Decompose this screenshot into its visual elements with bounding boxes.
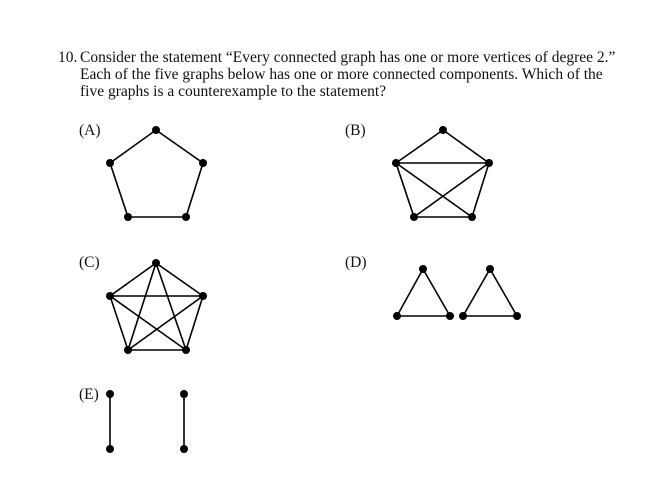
graph-d-edge bbox=[397, 269, 423, 316]
graph-b-edge bbox=[396, 130, 443, 163]
graph-c-edge bbox=[128, 263, 156, 350]
graph-b-edge bbox=[472, 163, 489, 217]
graph-c-edge bbox=[110, 263, 156, 296]
option-c-label: (C) bbox=[79, 254, 100, 271]
graph-e-vertex bbox=[106, 390, 114, 398]
graph-d-edge bbox=[490, 269, 517, 316]
option-b-label: (B) bbox=[345, 122, 366, 139]
graph-a-edge bbox=[110, 130, 156, 163]
graph-c-vertex bbox=[182, 346, 190, 354]
graph-b-edge bbox=[396, 163, 472, 217]
graph-d-vertex bbox=[446, 312, 454, 320]
graph-c-vertex bbox=[106, 292, 114, 300]
question-number: 10. bbox=[58, 49, 78, 66]
graph-b-vertex bbox=[392, 159, 400, 167]
graph-b-edge bbox=[396, 163, 414, 217]
graph-b bbox=[392, 126, 493, 221]
graph-b-vertex bbox=[468, 213, 476, 221]
graph-a-vertex bbox=[106, 159, 114, 167]
graph-e-vertex bbox=[106, 445, 114, 453]
graph-a-vertex bbox=[182, 213, 190, 221]
graph-c bbox=[106, 259, 207, 354]
graph-c-edge bbox=[156, 263, 186, 350]
graph-c-edge bbox=[186, 296, 203, 350]
question-text: Consider the statement “Every connected graph has one or more vertices of degree 2.” Each of the five graphs below has one or more connected components. Which of the five graphs is a counterexample to the statement? bbox=[80, 49, 616, 100]
graph-a-edge bbox=[156, 130, 203, 163]
graph-a-vertex bbox=[199, 159, 207, 167]
graph-d-vertex bbox=[393, 312, 401, 320]
graph-a-edge bbox=[186, 163, 203, 217]
graph-c-edge bbox=[156, 263, 203, 296]
graph-c-edge bbox=[110, 296, 186, 350]
graph-c-edge bbox=[110, 296, 128, 350]
graph-b-vertex bbox=[410, 213, 418, 221]
graph-a-edge bbox=[110, 163, 128, 217]
graph-e-vertex bbox=[180, 390, 188, 398]
graph-d-vertex bbox=[513, 312, 521, 320]
graph-d bbox=[393, 265, 521, 320]
option-e-label: (E) bbox=[79, 386, 99, 403]
graph-d-edge bbox=[423, 269, 450, 316]
option-a-label: (A) bbox=[79, 122, 101, 139]
graph-c-vertex bbox=[152, 259, 160, 267]
option-d-label: (D) bbox=[345, 254, 367, 271]
graph-d-vertex bbox=[486, 265, 494, 273]
graph-d-edge bbox=[463, 269, 490, 316]
graph-b-edge bbox=[414, 163, 489, 217]
graph-c-vertex bbox=[199, 292, 207, 300]
graph-b-edge bbox=[443, 130, 489, 163]
graph-a bbox=[106, 126, 207, 221]
graph-b-vertex bbox=[439, 126, 447, 134]
graph-d-vertex bbox=[459, 312, 467, 320]
graph-b-vertex bbox=[485, 159, 493, 167]
graph-e-vertex bbox=[180, 445, 188, 453]
graph-c-edge bbox=[128, 296, 203, 350]
graph-a-vertex bbox=[124, 213, 132, 221]
graph-d-vertex bbox=[419, 265, 427, 273]
graph-a-vertex bbox=[152, 126, 160, 134]
graph-e bbox=[106, 390, 188, 453]
graph-c-vertex bbox=[124, 346, 132, 354]
